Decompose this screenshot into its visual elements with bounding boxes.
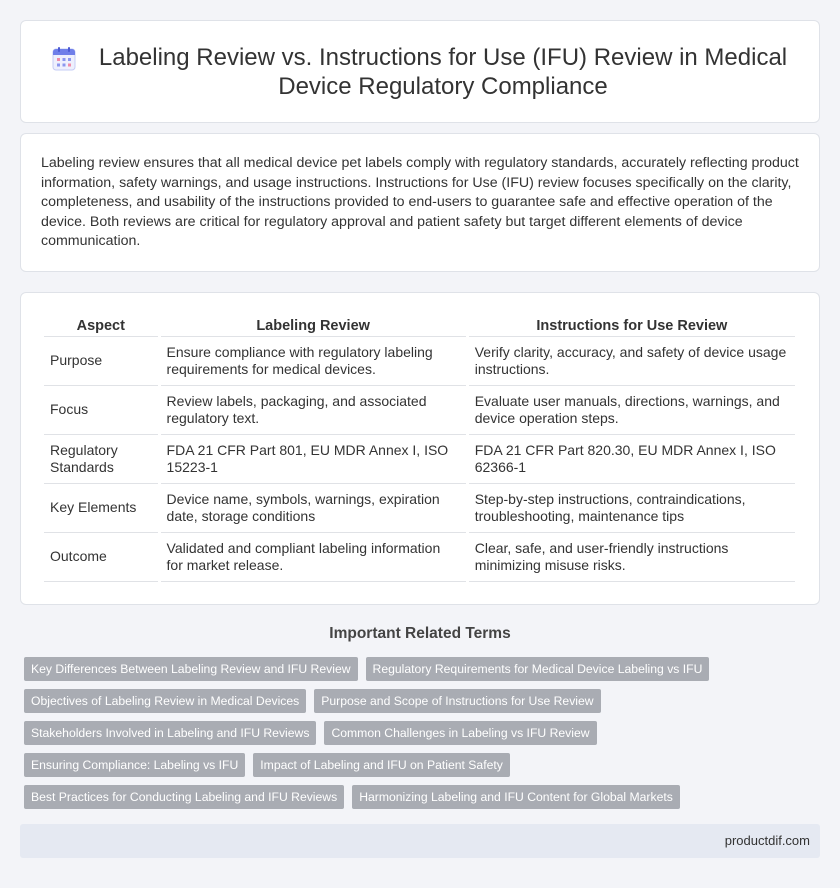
- table-row: [44, 386, 795, 435]
- related-term-tag[interactable]: Harmonizing Labeling and IFU Content for Global Markets: [352, 785, 680, 809]
- related-term-tag[interactable]: Best Practices for Conducting Labeling and IFU Reviews: [24, 785, 344, 809]
- related-term-tag[interactable]: Regulatory Requirements for Medical Device Labeling vs IFU: [366, 657, 710, 681]
- row-ifu-value: Step-by-step instructions, contraindications, troubleshooting, maintenance tips: [469, 484, 795, 533]
- table-row: [44, 337, 795, 386]
- related-terms-title: Important Related Terms: [329, 625, 511, 642]
- related-term-tag[interactable]: Objectives of Labeling Review in Medical Devices: [24, 689, 306, 713]
- footer: [20, 824, 820, 858]
- comparison-table: [41, 315, 798, 582]
- header-ifu-review: Instructions for Use Review: [469, 315, 795, 337]
- row-aspect: Focus: [44, 386, 158, 435]
- related-term-tag[interactable]: Ensuring Compliance: Labeling vs IFU: [24, 753, 245, 777]
- related-term-tag[interactable]: Impact of Labeling and IFU on Patient Safety: [253, 753, 510, 777]
- row-aspect: Regulatory Standards: [44, 435, 158, 484]
- row-aspect: Purpose: [44, 337, 158, 386]
- row-aspect: Outcome: [44, 533, 158, 582]
- related-terms-list: [24, 657, 814, 809]
- related-term-tag[interactable]: Stakeholders Involved in Labeling and IFU Reviews: [24, 721, 316, 745]
- row-aspect: Key Elements: [44, 484, 158, 533]
- row-labeling-value: FDA 21 CFR Part 801, EU MDR Annex I, ISO 15223-1: [161, 435, 466, 484]
- row-ifu-value: Evaluate user manuals, directions, warnings, and device operation steps.: [469, 386, 795, 435]
- comparison-card: [20, 292, 820, 605]
- header-aspect: Aspect: [44, 315, 158, 337]
- related-term-tag[interactable]: Key Differences Between Labeling Review and IFU Review: [24, 657, 358, 681]
- row-labeling-value: Device name, symbols, warnings, expiration date, storage conditions: [161, 484, 466, 533]
- calendar-grid-icon: [51, 46, 77, 72]
- intro-card: [20, 133, 820, 272]
- row-ifu-value: Verify clarity, accuracy, and safety of device usage instructions.: [469, 337, 795, 386]
- page-title: Labeling Review vs. Instructions for Use (IFU) Review in Medical Device Regulatory Compliance: [98, 43, 788, 100]
- table-row: [44, 533, 795, 582]
- row-ifu-value: FDA 21 CFR Part 820.30, EU MDR Annex I, ISO 62366-1: [469, 435, 795, 484]
- intro-paragraph: Labeling review ensures that all medical device pet labels comply with regulatory standards, accurately reflecting product information, safety warnings, and usage instructions. Instructions for Use (IFU) review focuses specifically on the clarity, completeness, and usability of the instructions provided to end-users to guarantee safe and effective operation of the device. Both reviews are critical for regulatory approval and patient safety but target different elements of device communication.: [41, 155, 799, 250]
- footer-site-name[interactable]: productdif.com: [724, 833, 810, 848]
- row-labeling-value: Review labels, packaging, and associated regulatory text.: [161, 386, 466, 435]
- title-wrap: [21, 21, 819, 122]
- related-term-tag[interactable]: Common Challenges in Labeling vs IFU Review: [324, 721, 596, 745]
- header-card: [20, 20, 820, 123]
- header-labeling-review: Labeling Review: [161, 315, 466, 337]
- row-labeling-value: Validated and compliant labeling information for market release.: [161, 533, 466, 582]
- table-row: [44, 484, 795, 533]
- row-ifu-value: Clear, safe, and user-friendly instructions minimizing misuse risks.: [469, 533, 795, 582]
- row-labeling-value: Ensure compliance with regulatory labeling requirements for medical devices.: [161, 337, 466, 386]
- related-term-tag[interactable]: Purpose and Scope of Instructions for Use Review: [314, 689, 600, 713]
- table-header-row: [44, 315, 795, 337]
- table-row: [44, 435, 795, 484]
